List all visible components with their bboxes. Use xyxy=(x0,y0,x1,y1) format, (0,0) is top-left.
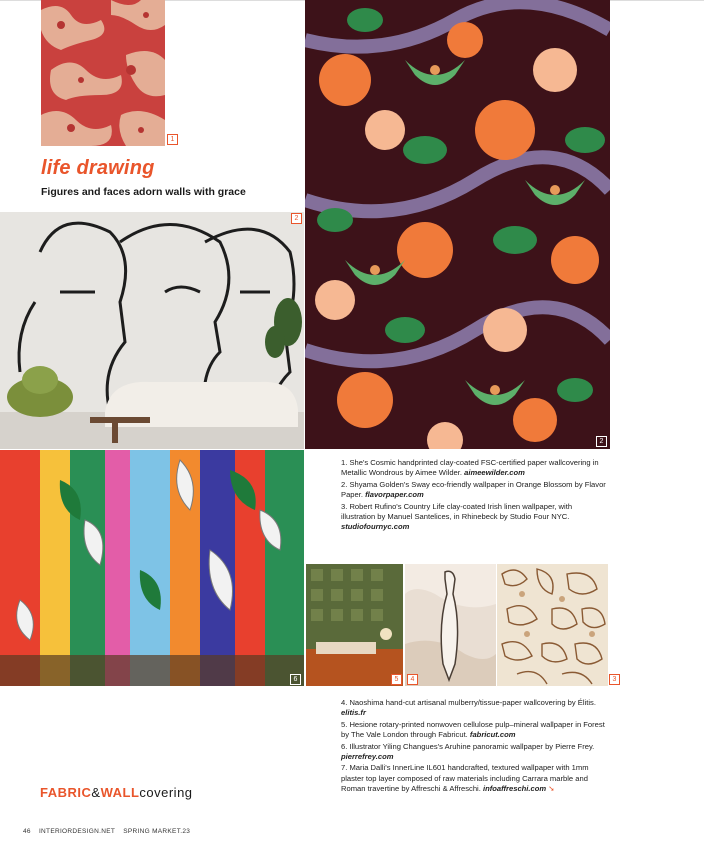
brand-part-2: WALL xyxy=(100,785,140,800)
caption-website[interactable]: flavorpaper.com xyxy=(365,490,424,500)
brand-part-1: FABRIC xyxy=(40,785,92,800)
image-innerline-wallpaper xyxy=(497,564,608,686)
headline: life drawing xyxy=(41,157,155,179)
image-sway-wallpaper xyxy=(305,0,610,449)
brand-part-3: covering xyxy=(139,785,193,800)
end-mark-icon: ➘ xyxy=(546,784,555,794)
subhead: Figures and faces adorn walls with grace xyxy=(41,186,246,198)
caption-website[interactable]: aimeewilder.com xyxy=(464,468,525,478)
badge-4: 4 xyxy=(407,674,418,685)
caption-website[interactable]: fabricut.com xyxy=(469,730,516,740)
caption-website[interactable]: infoaffreschi.com xyxy=(482,784,547,794)
page-number: 46 xyxy=(23,828,31,835)
folio xyxy=(23,828,196,835)
site-name: INTERIORDESIGN.NET xyxy=(38,828,116,835)
caption-item: 6. Illustrator Yiling Changues's Aruhine panoramic wallpaper by Pierre Frey. pierrefrey.com xyxy=(341,741,595,762)
caption-item: 3. Robert Rufino's Country Life clay-coated Irish linen wallpaper, with illustration by Manuel Santelices, in Rhinebeck by Studio Four NYC. studiofournyc.com xyxy=(341,501,573,532)
image-naoshima-wallcovering xyxy=(405,564,496,686)
brand-amp: & xyxy=(91,785,101,800)
badge-6: 6 xyxy=(290,674,301,685)
caption-item: 1. She's Cosmic handprinted clay-coated FSC-certified paper wallcovering in Metallic Wondrous by Aimee Wilder. aimeewilder.com xyxy=(341,458,599,478)
caption-item: 5. Hesione rotary-printed nonwoven cellulose pulp–mineral wallpaper in Forest by The Vale London through Fabricut. fabricut.com xyxy=(341,719,605,740)
caption-website[interactable]: studiofournyc.com xyxy=(341,522,410,532)
image-hesione-bedroom xyxy=(306,564,403,686)
badge-1: 1 xyxy=(167,134,178,145)
badge-3: 3 xyxy=(609,674,620,685)
captions-top xyxy=(341,458,606,534)
image-cosmic-wallpaper xyxy=(41,0,165,146)
image-aruhine-panoramic xyxy=(0,450,304,686)
badge-2-sway: 2 xyxy=(596,436,607,447)
captions-bottom xyxy=(341,698,606,796)
caption-website[interactable]: pierrefrey.com xyxy=(341,752,394,762)
caption-item: 2. Shyama Golden's Sway eco-friendly wallpaper in Orange Blossom by Flavor Paper. flavorpaper.com xyxy=(341,479,606,500)
image-country-life-room xyxy=(0,212,304,449)
badge-2-room: 2 xyxy=(291,213,302,224)
badge-5: 5 xyxy=(391,674,402,685)
section-brand xyxy=(40,785,193,800)
caption-item: 4. Naoshima hand-cut artisanal mulberry/tissue-paper wallcovering by Élitis. elitis.fr xyxy=(341,698,596,718)
caption-item: 7. Maria Dalli's InnerLine IL601 handcrafted, textured wallpaper with 1mm plaster top layer composed of raw materials including Carrara marble and Roman travertine by Affreschi & Affreschi. infoaffreschi.com ➘ xyxy=(341,763,589,794)
issue-name: SPRING MARKET.23 xyxy=(123,828,191,835)
caption-website[interactable]: elitis.fr xyxy=(341,708,366,718)
